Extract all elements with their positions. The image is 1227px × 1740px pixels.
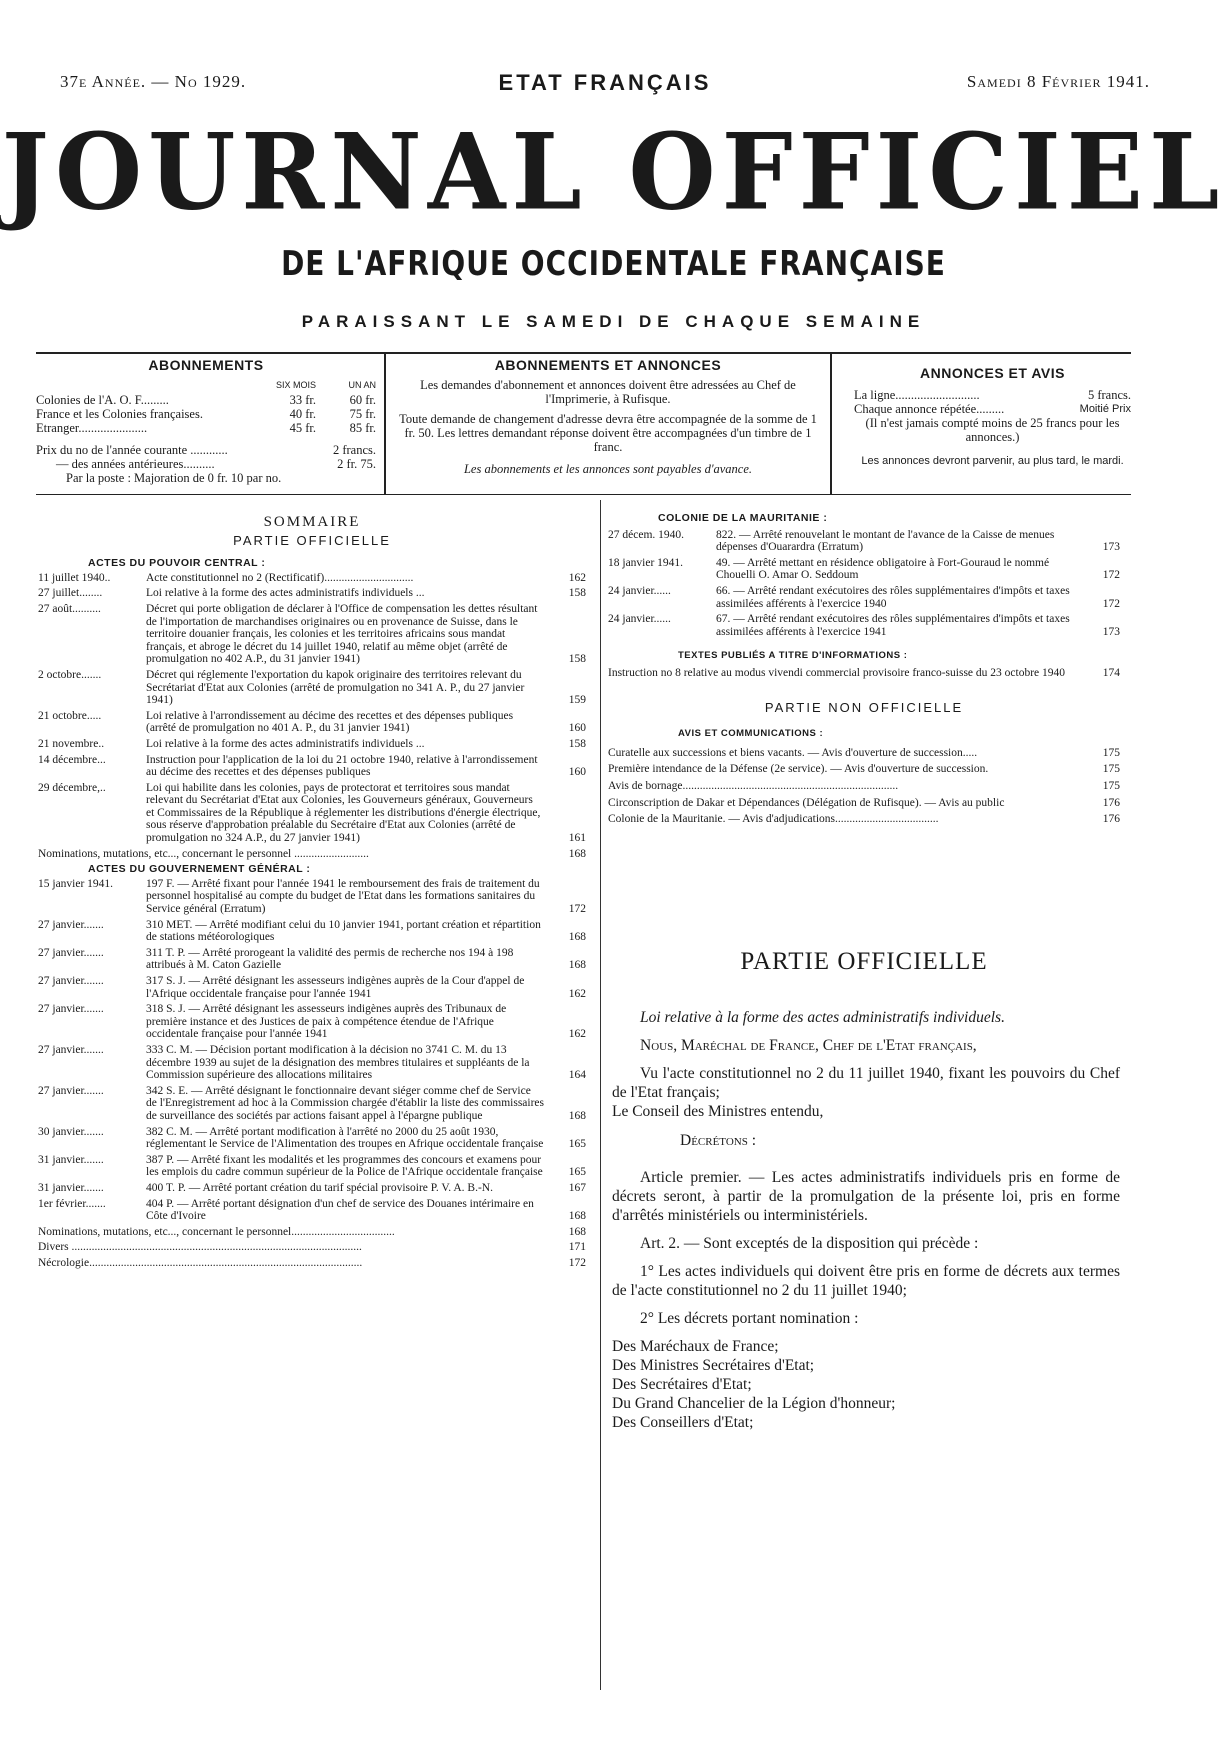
entry-date: 27 juillet........ <box>38 587 103 600</box>
state-name: ETAT FRANÇAIS <box>498 70 712 95</box>
list-item <box>38 1226 586 1239</box>
subscription-boxes <box>36 352 1131 495</box>
list-item <box>38 754 586 779</box>
list-item: Instruction no 8 relative au modus vivendi commercial provisoire franco-suisse du 23 octobre 1940 174 <box>608 666 1120 679</box>
list-item <box>38 587 586 600</box>
list-item: Nominations, mutations, etc..., concernant le personnel .......................... 168 <box>38 847 586 860</box>
entry-date: 27 janvier....... <box>38 946 104 959</box>
entry-text: 382 C. M. — Arrêté portant modification à l'arrêté no 2000 du 25 août 1930, réglementant le Service de l'Alimentation des troupes en Afrique occidentale française <box>146 1125 544 1151</box>
ads-title: ANNONCES ET AVIS <box>920 365 1065 381</box>
list-item <box>38 1126 586 1151</box>
entry-date: 31 janvier....... <box>38 1181 104 1194</box>
entry-date: 31 janvier....... <box>38 1153 104 1166</box>
list-item <box>38 1154 586 1179</box>
list-item <box>38 572 586 585</box>
mauritanie-list <box>608 529 1120 639</box>
entry-page: 175 <box>1102 746 1120 759</box>
entry-date: 27 janvier....... <box>38 918 104 931</box>
entry-text: Décret qui réglemente l'exportation du kapok originaire des territoires relevant du Secrétariat d'Etat aux Colonies (arrêté de promulgation no 341 A. P., du 27 janvier 1941) <box>146 668 525 707</box>
entry-text: 333 C. M. — Décision portant modification à la décision no 3741 C. M. du 13 décembre 1939 au sujet de la désignation des membres titulaires et suppléants de la Commission supérieure des allocations militaires <box>146 1043 530 1082</box>
list-item <box>38 1044 586 1082</box>
entry-page: 168 <box>568 1109 586 1122</box>
list-item <box>38 603 586 666</box>
entry-text: 197 F. — Arrêté fixant pour l'année 1941 le remboursement des frais de traitement du personnel hospitalisé au compte du budget de l'Etat dans les formations sanitaires du Service général (Erratum) <box>146 877 540 916</box>
list-item <box>38 669 586 707</box>
entry-page: 173 <box>1102 625 1120 638</box>
avis-list <box>608 747 1120 826</box>
list-item <box>38 1182 586 1195</box>
list-item <box>38 975 586 1000</box>
masthead-frequency: PARAISSANT LE SAMEDI DE CHAQUE SEMAINE <box>301 312 926 331</box>
entry-page: 158 <box>568 653 586 666</box>
list-item <box>38 738 586 751</box>
list-item <box>608 613 1120 638</box>
entry-date: 24 janvier...... <box>608 584 671 597</box>
entry-text: 49. — Arrêté mettant en résidence obligatoire à Fort-Gouraud le nommé Chouelli O. Amar O. Seddoum <box>716 556 1050 582</box>
entry-page: 162 <box>568 987 586 1000</box>
entry-date: 27 août.......... <box>38 602 101 615</box>
sommaire-right-column: COLONIE DE LA MAURITANIE : 27 décem. 1940. 822. — Arrêté renouvelant le montant de l'avance de la Caisse de menues dépenses d'Ouarardra (Erratum) 173 18 janvier 1941. 49. — Arrêté mettant en résidence obligatoire à Fort-Gouraud le nommé Chouelli O. Amar O. Seddoum 172 24 janvier...... 66. — Arrêté rendant exécutoires des rôles supplémentaires d'impôts et taxes assimilées afférents à l'exercice 1940 172 24 janvier...... 67. — Arrêté rendant exécutoires des rôles supplémentaires d'impôts et taxes assimilées afférents à l'exercice 1941 173 TEXTES PUBLIÉS A TITRE D'INFORMATIONS : Instruction no 8 relative au modus vivendi commercial provisoire franco-suisse du 23 octobre 1940 174 PARTIE NON OFFICIELLE AVIS ET COMMUNICATIONS : Curatelle aux successions et biens vacants. — Avis d'ouverture de succession..... 175 Première intendance de la Défense (2e service). — Avis d'ouverture de succession. 175 Avis de bornage........................................................................... 175 Circonscription de Dakar et Dépendances (Délégation de Rufisque). — Avis au public 176 Colonie de la Mauritanie. — Avis d'adjudications.................................... 176 <box>608 512 1120 826</box>
entry-date: 15 janvier 1941. <box>38 877 114 890</box>
entry-text: Colonie de la Mauritanie. — Avis d'adjudications.................................... <box>608 813 939 826</box>
sub-row: Etranger...................... 45 fr. 85 fr. <box>36 421 376 435</box>
price-row: Prix du no de l'année courante ............ 2 francs. <box>36 443 376 457</box>
list-item <box>608 797 1120 810</box>
column-divider <box>600 500 601 1690</box>
entry-text: 318 S. J. — Arrêté désignant les assesseurs indigènes auprès des Tribunaux de première instance et des Justices de paix à compétence étendue de l'Afrique occidentale française pour l'année 1941 <box>146 1003 507 1041</box>
entry-page: 168 <box>568 959 586 972</box>
entry-page: 159 <box>568 694 586 707</box>
issue-date: Samedi 8 Février 1941. <box>966 72 1150 91</box>
entry-page: 162 <box>568 571 586 584</box>
entry-text: Acte constitutionnel no 2 (Rectificatif)............................... <box>146 571 414 584</box>
masthead-subtitle: DE L'AFRIQUE OCCIDENTALE FRANÇAISE <box>281 243 946 284</box>
top-line <box>60 72 1150 98</box>
entry-text: 317 S. J. — Arrêté désignant les assesseurs indigènes auprès de la Cour d'appel de l'Afrique occidentale française pour l'année 1941 <box>146 975 525 1000</box>
subscriptions-title: ABONNEMENTS <box>148 357 264 373</box>
list-item <box>608 585 1120 610</box>
entry-page: 172 <box>568 903 586 916</box>
entry-text: Circonscription de Dakar et Dépendances (Délégation de Rufisque). — Avis au public <box>608 796 1005 809</box>
non-officielle-title: PARTIE NON OFFICIELLE <box>764 699 964 715</box>
masthead-title: JOURNAL OFFICIEL <box>1 110 1226 234</box>
entry-date: 30 janvier....... <box>38 1125 104 1138</box>
entry-page: 172 <box>1102 569 1120 582</box>
sub-row: France et les Colonies françaises. 40 fr. 75 fr. <box>36 407 376 421</box>
entry-text: Loi relative à la forme des actes administratifs individuels ... <box>146 737 425 750</box>
general-list <box>38 878 586 1223</box>
entry-text: Divers ..................................................................................................... <box>38 1241 362 1254</box>
sommaire-title: SOMMAIRE <box>263 514 361 530</box>
list-item <box>38 782 586 845</box>
entry-page: 158 <box>568 587 586 600</box>
list-item <box>38 1003 586 1041</box>
entry-date: 11 juillet 1940.. <box>38 571 111 584</box>
entry-text: 400 T. P. — Arrêté portant création du tarif spécial provisoire P. V. A. B.-N. <box>146 1181 493 1194</box>
entry-text: 387 P. — Arrêté fixant les modalités et les programmes des concours et examens pour les emplois du cadre commun supérieur de la Police de l'Afrique occidentale française <box>146 1153 543 1179</box>
entry-page: 176 <box>1102 796 1120 809</box>
nomination-item: Des Maréchaux de France; <box>612 1338 779 1355</box>
list-item <box>608 747 1120 760</box>
entry-page: 165 <box>568 1166 586 1179</box>
list-item <box>38 1257 586 1270</box>
entry-date: 1er février....... <box>38 1197 106 1210</box>
nomination-item: Des Conseillers d'Etat; <box>612 1414 754 1431</box>
entry-text: 67. — Arrêté rendant exécutoires des rôles supplémentaires d'impôts et taxes assimilées afférents à l'exercice 1941 <box>716 613 1070 638</box>
ads-box: ANNONCES ET AVIS La ligne........................... 5 francs. Chaque annonce répétée......... Moitié Prix (Il n'est jamais compté moins de 25 francs pour les annonces.) Les annonces devront parvenir, au plus tard, le mardi. <box>854 365 1131 467</box>
list-item <box>38 878 586 916</box>
entry-page: 160 <box>568 722 586 735</box>
entry-date: 18 janvier 1941. <box>608 556 684 569</box>
subs-ann-box: ABONNEMENTS ET ANNONCES Les demandes d'abonnement et annonces doivent être adressées au Chef de l'Imprimerie, à Rufisque. Toute demande de changement d'adresse devra être accompagnée de la somme de 1 fr. 50. Les lettres demandant réponse doivent être accompagnées d'un timbre de 1 franc. Les abonnements et les annonces sont payables d'avance. <box>384 354 832 494</box>
list-item <box>38 1241 586 1254</box>
article-nous: Nous, Maréchal de France, Chef de l'Etat français, <box>640 1037 977 1054</box>
list-item <box>608 529 1120 554</box>
entry-page: 176 <box>1102 813 1120 826</box>
partie-officielle-heading: PARTIE OFFICIELLE <box>740 948 988 975</box>
central-list <box>38 572 586 845</box>
entry-date: 27 janvier....... <box>38 975 104 987</box>
nomination-item: Des Secrétaires d'Etat; <box>612 1376 752 1393</box>
subscriptions-box <box>36 354 376 494</box>
sommaire-column: SOMMAIRE PARTIE OFFICIELLE ACTES DU POUVOIR CENTRAL : 11 juillet 1940.. Acte constitutionnel no 2 (Rectificatif)............................... 162 27 juillet........ Loi relative à la forme des actes administratifs individuels ... 158 27 août.......... Décret qui porte obligation de déclarer à l'Office de compensation les dettes résultant de l'importation de marchandises originaires ou en provenance de Suisse, dans le territoire douanier français, les colonies et les territoires africains sous mandat français, et abroge le décret du 14 juillet 1940, relatif au même objet (arrêté de promulgation no 402 A.P., du 31 janvier 1941) 158 2 octobre....... Décret qui réglemente l'exportation du kapok originaire des territoires relevant du Secrétariat d'Etat aux Colonies (arrêté de promulgation no 341 A. P., du 27 janvier 1941) 159 21 octobre..... Loi relative à l'arrondissement au décime des recettes et des dépenses publiques (arrêté de promulgation no 401 A. P., du 31 janvier 1941) 160 21 novembre.. Loi relative à la forme des actes administratifs individuels ... 158 14 décembre... Instruction pour l'application de la loi du 21 octobre 1940, relative à l'arrondissement au décime des recettes et des dépenses publiques 160 29 décembre,.. Loi qui habilite dans les colonies, pays de protectorat et territoires sous mandat relevant du Secrétariat d'Etat aux Colonies, les Gouverneurs généraux, Gouverneurs et Commissaires de la République à réglementer les distributions d'énergie électrique, sous réserve d'approbation préalable du Secrétaire d'Etat aux Colonies (arrêté de promulgation no 324 A.P., du 27 janvier 1941) 161 Nominations, mutations, etc..., concernant le personnel .......................... 168 ACTES DU GOUVERNEMENT GÉNÉRAL : 15 janvier 1941. 197 F. — Arrêté fixant pour l'année 1941 le remboursement des frais de traitement du personnel hospitalisé au compte du budget de l'Etat dans les formations sanitaires du Service général (Erratum) 172 27 janvier....... 310 MET. — Arrêté modifiant celui du 10 janvier 1941, portant création et répartition de stations météorologiques 168 27 janvier....... 311 T. P. — Arrêté prorogeant la validité des permis de recherche nos 194 à 198 attribués à M. Caton Gazielle 168 27 janvier....... 317 S. J. — Arrêté désignant les assesseurs indigènes auprès de la Cour d'appel de l'Afrique occidentale française pour l'année 1941 162 27 janvier....... 318 S. J. — Arrêté désignant les assesseurs indigènes auprès des Tribunaux de première instance et des Justices de paix à compétence étendue de l'Afrique occidentale française pour l'année 1941 162 27 janvier....... 333 C. M. — Décision portant modification à la décision no 3741 C. M. du 13 décembre 1939 au sujet de la désignation des membres titulaires et suppléants de la Commission supérieure des allocations militaires 164 27 janvier....... 342 S. E. — Arrêté désignant le fonctionnaire devant siéger comme chef de Service de l'Enregistrement ad hoc à la Commission chargée d'établir la liste des commissaires de surveillance des sociétés par actions faisant appel à l'épargne publique 168 30 janvier....... 382 C. M. — Arrêté portant modification à l'arrêté no 2000 du 25 août 1930, réglementant le Service de l'Alimentation des troupes en Afrique occidentale française 165 31 janvier....... 387 P. — Arrêté fixant les modalités et les programmes des concours et examens pour les emplois du cadre commun supérieur de la Police de l'Afrique occidentale française 165 31 janvier....... 400 T. P. — Arrêté portant création du tarif spécial provisoire P. V. A. B.-N. 167 1er février....... 404 P. — Arrêté portant désignation d'un chef de service des Douanes intérimaire en Côte d'Ivoire 168 Nominations, mutations, etc..., concernant le personnel.................................... 168 Divers ..................................................................................................... 171 Nécrologie............................................................................................... 172 <box>38 514 586 1269</box>
list-item <box>38 947 586 972</box>
entry-text: Loi relative à la forme des actes administratifs individuels ... <box>146 587 425 600</box>
entry-page: 168 <box>568 1225 586 1238</box>
entry-page: 173 <box>1102 541 1120 554</box>
list-item <box>608 780 1120 793</box>
entry-page: 172 <box>568 1256 586 1269</box>
entry-text: Nécrologie............................................................................................... <box>38 1256 363 1269</box>
article-body: Loi relative à la forme des actes administratifs individuels. Nous, Maréchal de France, Chef de l'Etat français, Vu l'acte constitutionnel no 2 du 11 juillet 1940, fixant les pouvoirs du Chef de l'Etat français; Le Conseil des Ministres entendu, Décrétons : Article premier. — Les actes administratifs individuels pris en forme de décrets seront, à partir de la promulgation de la présente loi, pris en forme d'arrêtés ministériels ou interministériels. Art. 2. — Sont exceptés de la disposition qui précède : 1° Les actes individuels qui doivent être pris en forme de décrets aux termes de l'acte constitutionnel no 2 du 11 juillet 1940; 2° Les décrets portant nomination : Des Maréchaux de France; Des Ministres Secrétaires d'Etat; Des Secrétaires d'Etat; Du Grand Chancelier de la Légion d'honneur; Des Conseillers d'Etat; <box>612 1009 1120 1431</box>
entry-page: 168 <box>568 931 586 944</box>
entry-date: 24 janvier...... <box>608 613 671 626</box>
list-item <box>38 1085 586 1123</box>
list-item <box>38 919 586 944</box>
entry-text: Instruction pour l'application de la loi du 21 octobre 1940, relative à l'arrondissement au décime des recettes et des dépenses publiques <box>146 753 538 779</box>
entry-date: 14 décembre... <box>38 753 106 766</box>
tail-list <box>38 1226 586 1270</box>
entry-page: 158 <box>568 737 586 750</box>
entry-text: Décret qui porte obligation de déclarer à l'Office de compensation les dettes résultant de l'importation de marchandises originaires ou en provenance de Suisse, dans le territoire douanier français, les colonies et les territoires africains sous mandat français, et abroge le décret du 14 juillet 1940, relatif au même objet (arrêté de promulgation no 402 A.P., du 31 janvier 1941) <box>146 602 538 666</box>
entry-text: 311 T. P. — Arrêté prorogeant la validité des permis de recherche nos 194 à 198 attribués à M. Caton Gazielle <box>146 946 514 972</box>
entry-text: 310 MET. — Arrêté modifiant celui du 10 janvier 1941, portant création et répartition de stations météorologiques <box>146 918 541 944</box>
entry-page: 172 <box>1102 597 1120 610</box>
entry-page: 171 <box>568 1241 586 1254</box>
entry-page: 164 <box>568 1069 586 1082</box>
sub-row: Colonies de l'A. O. F......... 33 fr. 60 fr. <box>36 393 376 407</box>
list-item <box>38 710 586 735</box>
list-item <box>608 763 1120 776</box>
entry-text: Curatelle aux successions et biens vacants. — Avis d'ouverture de succession..... <box>608 746 978 759</box>
entry-page: 175 <box>1102 779 1120 792</box>
entry-date: 27 janvier....... <box>38 1043 104 1056</box>
entry-date: 2 octobre....... <box>38 668 102 681</box>
entry-text: Loi qui habilite dans les colonies, pays de protectorat et territoires sous mandat relevant du Secrétariat d'Etat aux Colonies, les Gouverneurs généraux, Gouverneurs et Commissaires de la République à réglementer les distributions d'énergie électrique, sous réserve d'approbation préalable du Secrétaire d'Etat aux Colonies (arrêté de promulgation no 324 A.P., du 27 janvier 1941) <box>146 781 541 845</box>
subs-ann-title: ABONNEMENTS ET ANNONCES <box>494 357 722 373</box>
entry-date: 21 novembre.. <box>38 737 105 750</box>
sommaire-partie: PARTIE OFFICIELLE <box>233 532 391 548</box>
entry-page: 162 <box>568 1028 586 1041</box>
col-six-months: SIX MOIS <box>275 380 316 390</box>
entry-text: Loi relative à l'arrondissement au décime des recettes et des dépenses publiques (arrêté de promulgation no 401 A. P., du 31 janvier 1941) <box>146 709 514 735</box>
col-one-year: UN AN <box>348 380 376 390</box>
nomination-item: Du Grand Chancelier de la Légion d'honneur; <box>612 1395 896 1412</box>
price-row: — des années antérieures.......... 2 fr. 75. <box>56 457 376 471</box>
post-note: Par la poste : Majoration de 0 fr. 10 par no. <box>66 471 282 485</box>
entry-date: 27 décem. 1940. <box>608 528 685 541</box>
entry-date: 29 décembre,.. <box>38 781 106 794</box>
list-item <box>38 1198 586 1223</box>
entry-text: Première intendance de la Défense (2e service). — Avis d'ouverture de succession. <box>608 763 989 776</box>
entry-text: 822. — Arrêté renouvelant le montant de l'avance de la Caisse de menues dépenses d'Ouarardra (Erratum) <box>716 528 1055 554</box>
entry-page: 168 <box>568 1210 586 1223</box>
entry-page: 161 <box>568 832 586 845</box>
entry-page: 167 <box>568 1181 586 1194</box>
article-loi: Loi relative à la forme des actes administratifs individuels. <box>640 1009 1005 1026</box>
issue-number: 37e Année. — No 1929. <box>60 72 247 91</box>
list-item <box>608 557 1120 582</box>
entry-text: 404 P. — Arrêté portant désignation d'un chef de service des Douanes intérimaire en Côte d'Ivoire <box>146 1197 534 1223</box>
entry-date: 27 janvier....... <box>38 1003 104 1016</box>
entry-page: 160 <box>568 766 586 779</box>
entry-page: 165 <box>568 1138 586 1151</box>
entry-text: Avis de bornage........................................................................... <box>608 779 899 792</box>
nomination-list <box>612 1337 1120 1432</box>
entry-text: Nominations, mutations, etc..., concernant le personnel.................................... <box>38 1225 395 1238</box>
entry-date: 27 janvier....... <box>38 1084 104 1097</box>
entry-text: 66. — Arrêté rendant exécutoires des rôles supplémentaires d'impôts et taxes assimilées afférents à l'exercice 1940 <box>716 584 1070 610</box>
entry-text: 342 S. E. — Arrêté désignant le fonctionnaire devant siéger comme chef de Service de l'Enregistrement ad hoc à la Commission chargée d'établir la liste des commissaires de surveillance des sociétés par actions faisant appel à l'épargne publique <box>146 1084 545 1122</box>
entry-date: 21 octobre..... <box>38 709 102 722</box>
entry-page: 175 <box>1102 763 1120 776</box>
nomination-item: Des Ministres Secrétaires d'Etat; <box>612 1357 815 1374</box>
list-item <box>608 813 1120 826</box>
